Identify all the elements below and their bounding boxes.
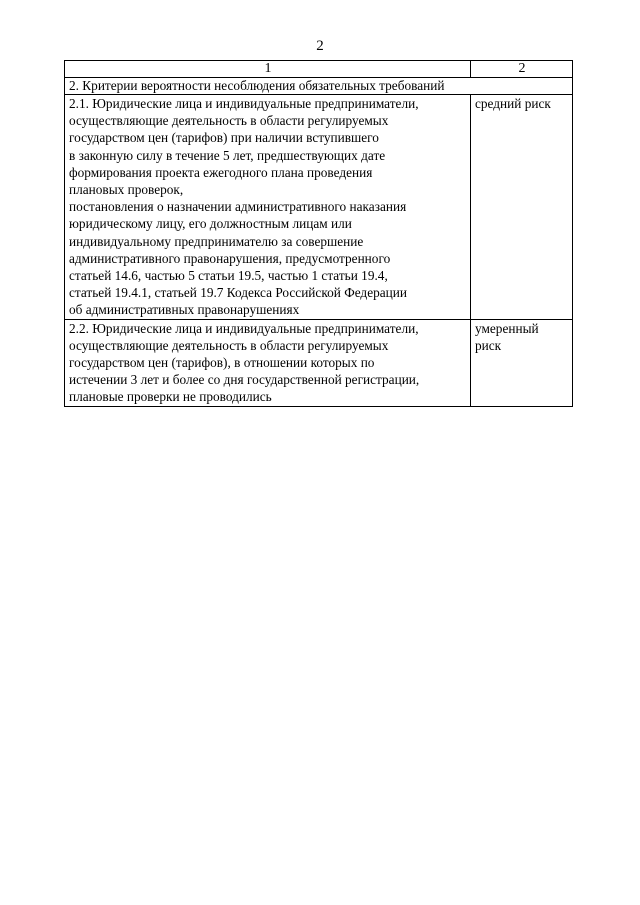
section-title: 2. Критерии вероятности несоблюдения обязательных требований xyxy=(65,78,573,95)
risk-category: средний риск xyxy=(475,96,551,111)
criterion-cell xyxy=(65,95,471,320)
risk-category: умеренный риск xyxy=(475,320,539,353)
criterion-text: 2.1. Юридические лица и индивидуальные предприниматели, осуществляющие деятельность в области регулируемых государством цен (тарифов) при наличии вступившего в законную силу в течение 5 лет, предшествующих дате формирования проекта ежегодного плана проведения плановых проверок, постановления о назначении административного наказания юридическому лицу, его должностным лицам или индивидуальному предпринимателю за совершение административного правонарушения, предусмотренного статьей 14.6, частью 5 статьи 19.5, частью 1 статьи 19.4, статьей 19.4.1, статьей 19.7 Кодекса Российской Федерации об административных правонарушениях xyxy=(69,96,419,318)
section-row xyxy=(65,78,573,95)
page-number: 2 xyxy=(316,38,324,54)
risk-cell xyxy=(471,319,573,406)
column-header-1: 1 xyxy=(65,61,471,78)
table-row xyxy=(65,319,573,406)
column-header-2: 2 xyxy=(471,61,573,78)
risk-cell xyxy=(471,95,573,320)
table-header-row xyxy=(65,61,573,78)
table-row xyxy=(65,95,573,320)
risk-criteria-table xyxy=(64,60,573,407)
criterion-text: 2.2. Юридические лица и индивидуальные предприниматели, осуществляющие деятельность в области регулируемых государством цен (тарифов), в отношении которых по истечении 3 лет и более со дня государственной регистрации, плановые проверки не проводились xyxy=(69,320,420,405)
criterion-cell xyxy=(65,319,471,406)
